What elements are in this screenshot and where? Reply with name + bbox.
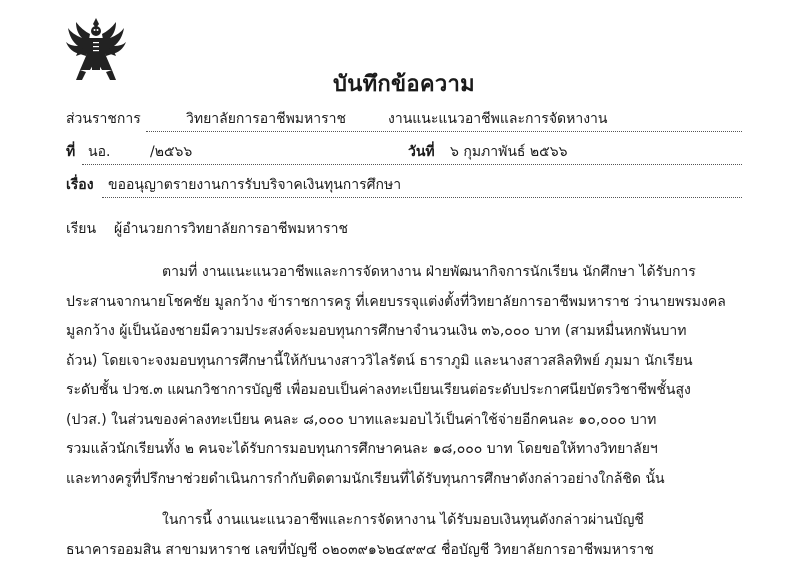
date-value: ๖ กุมภาพันธ์ ๒๕๖๖ bbox=[450, 144, 568, 160]
agency-dotted-line bbox=[146, 131, 742, 132]
paragraph-line: ธนาคารออมสิน สาขามหาราช เลขที่บัญชี ๐๒๐๓๙๑๖๒๔๙๙๔ ชื่อบัญชี วิทยาลัยการอาชีพมหาราช bbox=[66, 541, 654, 558]
subject-row bbox=[66, 174, 742, 200]
subject-value: ขออนุญาตรายงานการรับบริจาคเงินทุนการศึกษา bbox=[108, 177, 402, 193]
memo-title: บันทึกข้อความ bbox=[332, 72, 475, 97]
paragraph-line: ในการนี้ งานแนะแนวอาชีพและการจัดหางาน ได้รับมอบเงินทุนดังกล่าวผ่านบัญชี bbox=[162, 512, 644, 528]
subject-label: เรื่อง bbox=[66, 177, 94, 193]
reference-label: ที่ bbox=[66, 144, 76, 160]
reference-prefix: นอ. bbox=[88, 144, 111, 160]
date-label: วันที่ bbox=[408, 144, 435, 160]
paragraph-line: มูลกว้าง ผู้เป็นน้องชายมีความประสงค์จะมอบทุนการศึกษาจำนวนเงิน ๓๖,๐๐๐ บาท (สามหมื่นหกพันบาท bbox=[66, 323, 687, 339]
paragraph-line: และทางครูที่ปรึกษาช่วยดำเนินการกำกับติดตามนักเรียนที่ได้รับทุนการศึกษาดังกล่าวอย่างใกล้ชิด นั้น bbox=[66, 470, 665, 487]
paragraph-line: รวมแล้วนักเรียนทั้ง ๒ คนจะได้รับการมอบทุนการศึกษาคนละ ๑๘,๐๐๐ บาท โดยขอให้ทางวิทยาลัยฯ bbox=[66, 441, 658, 457]
agency-value: วิทยาลัยการอาชีพมหาราช bbox=[186, 111, 346, 127]
paragraph-line: ประสานจากนายโชคชัย มูลกว้าง ข้าราชการครู ที่เคยบรรจุแต่งตั้งที่วิทยาลัยการอาชีพมหาราช ว่านายพรมงคล bbox=[66, 293, 726, 310]
agency-label: ส่วนราชการ bbox=[66, 111, 141, 127]
subject-dotted-line bbox=[102, 197, 742, 198]
attention-value: ผู้อำนวยการวิทยาลัยการอาชีพมหาราช bbox=[114, 221, 348, 237]
paragraph-line: ตามที่ งานแนะแนวอาชีพและการจัดหางาน ฝ่ายพัฒนากิจการนักเรียน นักศึกษา ได้รับการ bbox=[162, 264, 696, 280]
body-paragraph-1 bbox=[66, 258, 742, 494]
paragraph-line: ระดับชั้น ปวช.๓ แผนกวิชาการบัญชี เพื่อมอบเป็นค่าลงทะเบียนเรียนต่อระดับประกาศนียบัตรวิชาชีพชั้นสูง bbox=[66, 382, 691, 398]
reference-row bbox=[66, 141, 742, 167]
reference-dotted-line bbox=[82, 164, 742, 165]
body-paragraph-2 bbox=[66, 506, 742, 565]
paragraph-line: (ปวส.) ในส่วนของค่าลงทะเบียน คนละ ๘,๐๐๐ บาทและมอบไว้เป็นค่าใช้จ่ายอีกคนละ ๑๐,๐๐๐ บาท bbox=[66, 411, 657, 428]
paragraph-line: ถ้วน) โดยเจาะจงมอบทุนการศึกษานี้ให้กับนางสาววิไลรัตน์ ธาราภูมิ และนางสาวสลิลทิพย์ ภุมมา นักเรียน bbox=[66, 352, 693, 369]
attention-label: เรียน bbox=[66, 221, 97, 237]
reference-number: /๒๕๖๖ bbox=[150, 144, 193, 160]
agency-row bbox=[66, 108, 742, 134]
agency-unit: งานแนะแนวอาชีพและการจัดหางาน bbox=[388, 111, 608, 127]
